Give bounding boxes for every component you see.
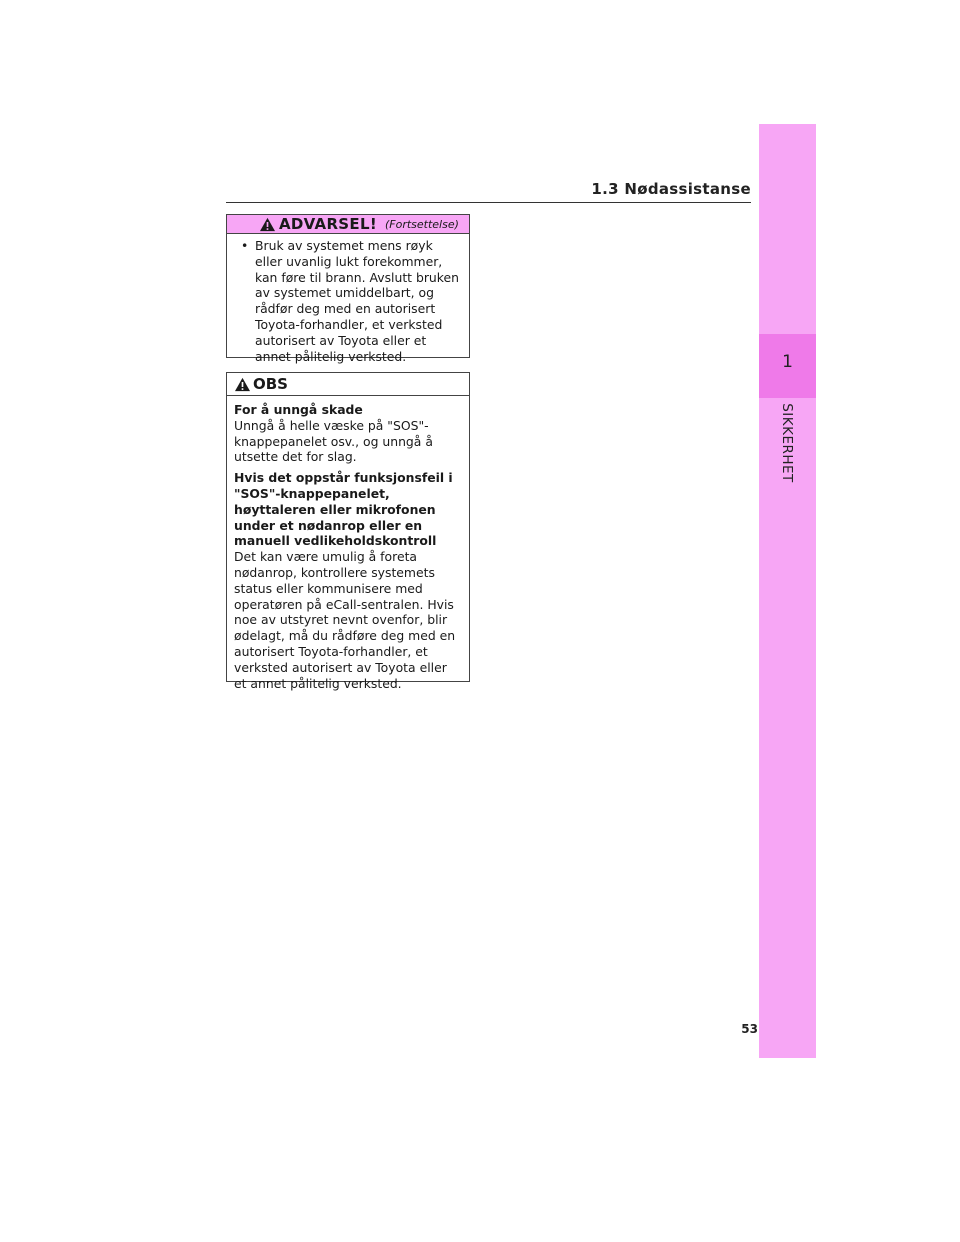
notice-title: OBS [253,375,288,393]
chapter-name: SIKKERHET [779,403,795,483]
notice-paragraph: Unngå å helle væske på "SOS"-knappepanelet osv., og unngå å utsette det for slag. [234,417,433,465]
notice-paragraph: Det kan være umulig å foreta nødanrop, kontrollere systemets status eller kommunisere med operatøren på eCall-sentralen. Hvis noe av utstyret nevnt ovenfor, blir ødelagt, må du rådføre deg med en autorisert Toyota-forhandler, et verksted autorisert av Toyota eller et annet pålitelig verksted. [234,549,456,691]
bullet: • [241,238,249,253]
warning-item-text: Bruk av systemet mens røyk eller uvanlig lukt forekommer, kan føre til brann. Avslutt bruken av systemet umiddelbart, og rådfør deg med en autorisert Toyota-forhandler, et verksted autorisert av Toyota eller et annet pålitelig verksted. [255,238,459,364]
header-divider [226,202,751,203]
notice-box [226,372,470,691]
warning-title: ADVARSEL! [279,215,377,233]
warning-item [241,238,461,364]
chapter-number: 1 [782,352,793,372]
notice-header [227,373,469,396]
page-number: 53 [741,1022,758,1036]
warning-header [227,215,469,234]
warning-triangle-icon [259,217,276,232]
warning-subtitle: (Fortsettelse) [384,217,459,231]
chapter-side-tab [759,124,816,1058]
warning-list [227,234,469,364]
notice-body [227,396,469,691]
section-title: 1.3 Nødassistanse [591,180,751,198]
warning-triangle-icon [234,377,251,392]
notice-heading: Hvis det oppstår funksjonsfeil i "SOS"-knappepanelet, høyttaleren eller mikrofonen under et nødanrop eller en manuell vedlikeholdskontroll [234,470,453,549]
warning-box [226,214,470,364]
notice-heading: For å unngå skade [234,402,363,417]
